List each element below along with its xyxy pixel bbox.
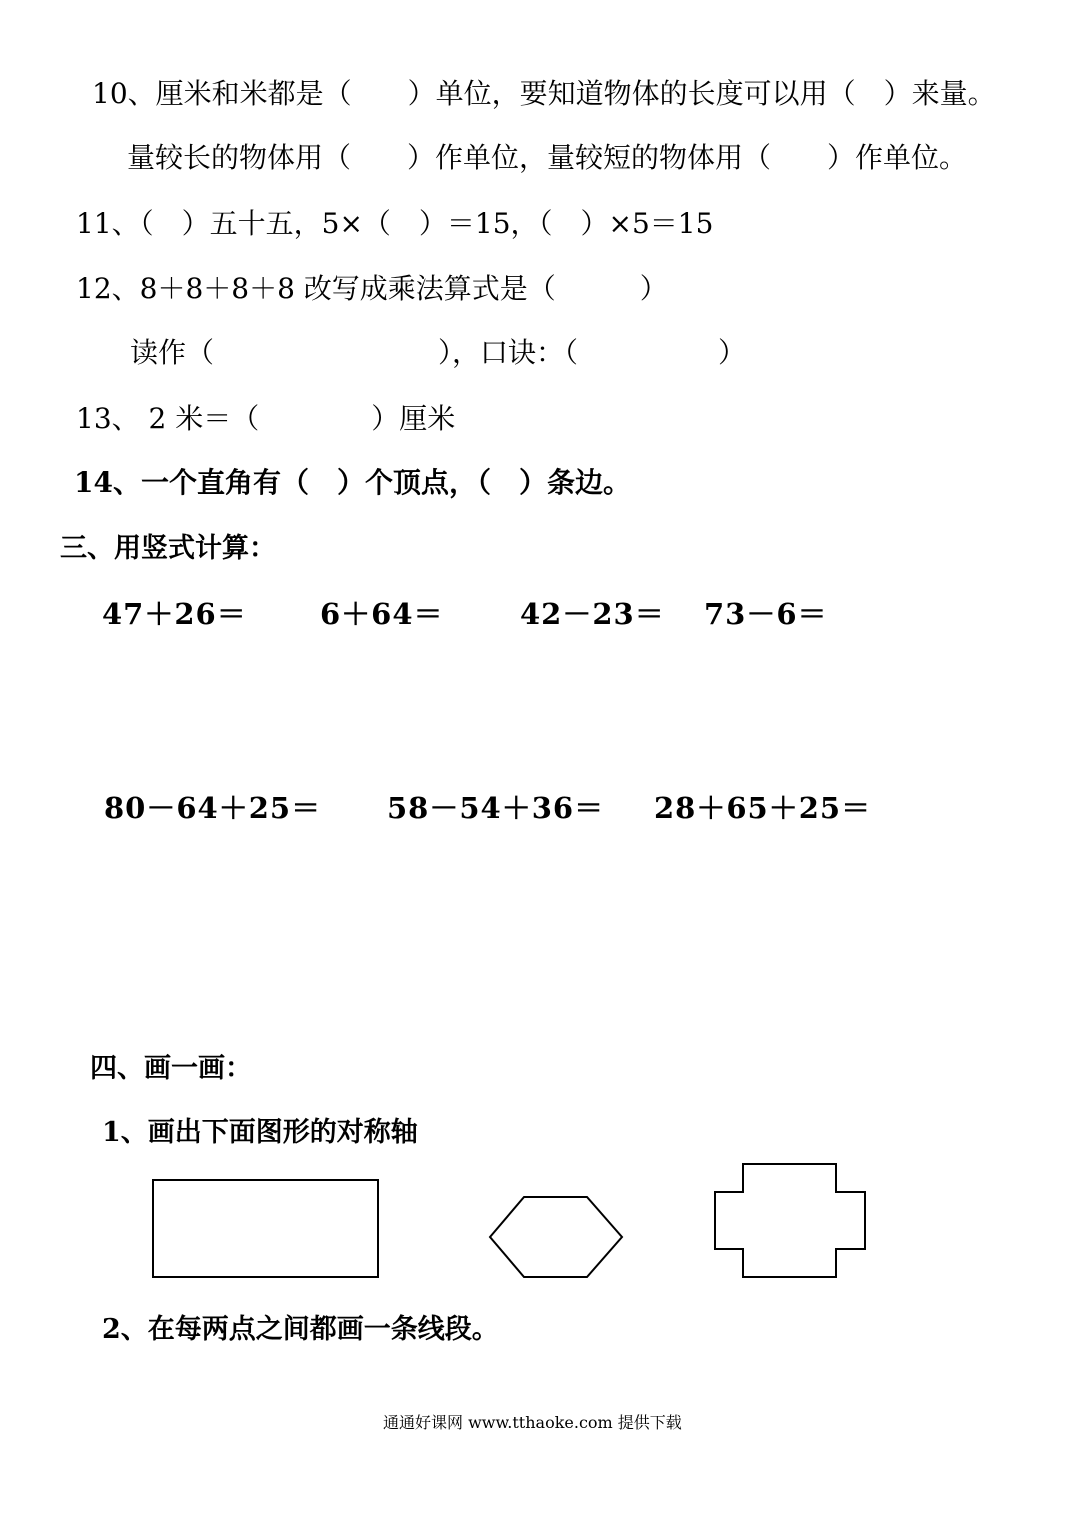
question-12-line2: 读作（ ），口诀：（ ） bbox=[130, 336, 747, 369]
question-13: 13、 2 米＝（ ）厘米 bbox=[76, 402, 456, 435]
calc-item: 47＋26＝ bbox=[102, 597, 247, 631]
rectangle-shape bbox=[153, 1180, 378, 1277]
calc-item: 58－54＋36＝ bbox=[387, 791, 605, 825]
question-10-line2: 量较长的物体用（ ）作单位，量较短的物体用（ ）作单位。 bbox=[127, 141, 968, 174]
section-4-title: 四、画一画： bbox=[90, 1053, 252, 1084]
question-12-line1: 12、8＋8＋8＋8 改写成乘法算式是（ ） bbox=[76, 272, 668, 305]
calc-item: 42－23＝ bbox=[520, 597, 665, 631]
footer-source: 通通好课网 www.tthaoke.com 提供下载 bbox=[383, 1413, 682, 1432]
section-3-title: 三、用竖式计算： bbox=[60, 533, 276, 564]
section-4-item-2: 2、在每两点之间都画一条线段。 bbox=[102, 1314, 499, 1345]
calc-item: 28＋65＋25＝ bbox=[654, 791, 872, 825]
calc-item: 80－64＋25＝ bbox=[104, 791, 322, 825]
cross-shape bbox=[715, 1164, 865, 1277]
calc-item: 73－6＝ bbox=[704, 597, 828, 631]
hexagon-shape bbox=[490, 1197, 622, 1277]
question-10-line1: 10、厘米和米都是（ ）单位，要知道物体的长度可以用（ ）来量。 bbox=[92, 77, 996, 110]
section-4-item-1: 1、画出下面图形的对称轴 bbox=[102, 1117, 418, 1148]
question-11: 11、（ ）五十五，5×（ ）＝15，（ ）×5＝15 bbox=[76, 207, 714, 240]
calc-item: 6＋64＝ bbox=[320, 597, 444, 631]
question-14: 14、一个直角有（ ）个顶点，（ ）条边。 bbox=[74, 466, 631, 499]
